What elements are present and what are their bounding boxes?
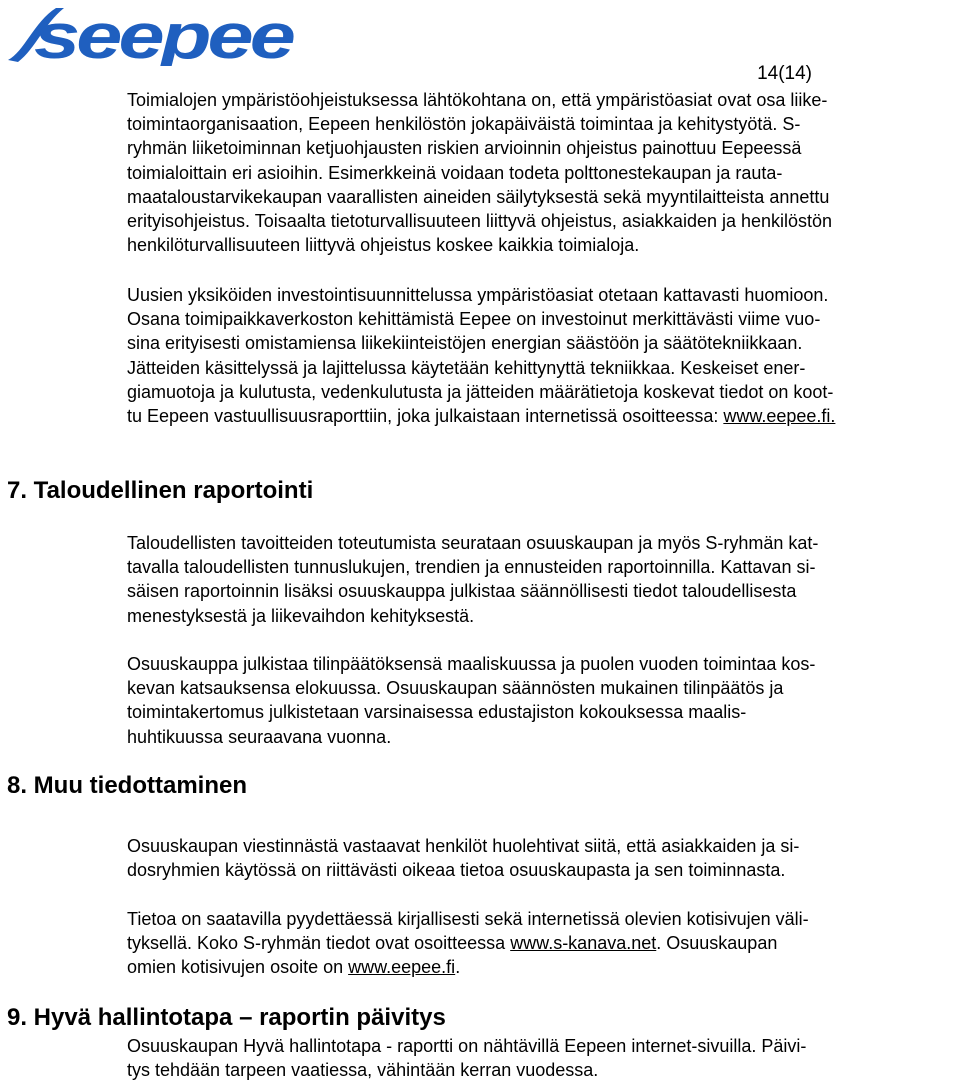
text-line: toimintaorganisaation, Eepeen henkilöstön jokapäiväistä toimintaa ja kehitystyötä. S-: [127, 114, 801, 135]
text-line: kevan katsauksensa elokuussa. Osuuskaupan säännösten mukainen tilinpäätös ja: [127, 678, 784, 699]
heading-other-communication: 8. Muu tiedottaminen: [7, 772, 247, 799]
text-line: Osana toimipaikkaverkoston kehittämistä Eepee on investoinut merkittävästi viime vuo-: [127, 309, 821, 330]
text-line: giamuotoja ja kulutusta, vedenkulutusta ja jätteiden määrätietoja koskevat tiedot on koot-: [127, 381, 834, 402]
paragraph-information-access: [127, 907, 932, 980]
text-line: Osuuskauppa julkistaa tilinpäätöksensä maaliskuussa ja puolen vuoden toimintaa kos-: [127, 654, 816, 674]
text-line: menestyksestä ja liikevaihdon kehityksestä.: [127, 605, 475, 626]
paragraph-governance-report: [127, 1034, 932, 1082]
page-number: 14(14): [757, 63, 812, 84]
text-line: Osuuskaupan Hyvä hallintotapa - raportti on nähtävillä Eepeen internet-sivuilla. Päivi-: [127, 1036, 807, 1056]
text-line: henkilöturvallisuuteen liittyvä ohjeistus koskee kaikkia toimialoja.: [127, 235, 640, 256]
text-line: säisen raportoinnin lisäksi osuuskauppa julkistaa säännöllisesti tiedot taloudellisesta: [127, 581, 797, 602]
paragraph-environment-guidance: [127, 88, 932, 257]
text-line: . Osuuskaupan: [656, 933, 778, 954]
text-line: Osuuskaupan viestinnästä vastaavat henkilöt huolehtivat siitä, että asiakkaiden ja si-: [127, 836, 800, 856]
logo-text: seepee: [34, 2, 294, 66]
text-line: Uusien yksiköiden investointisuunnittelussa ympäristöasiat otetaan kattavasti huomioon.: [127, 285, 829, 305]
text-line: toimialoittain eri asioihin. Esimerkkeinä voidaan todeta polttonestekaupan ja rauta-: [127, 162, 783, 183]
text-line: Toimialojen ympäristöohjeistuksessa lähtökohtana on, että ympäristöasiat ovat osa liike-: [127, 90, 828, 110]
eepee-link[interactable]: www.eepee.fi.: [723, 406, 836, 427]
s-kanava-link[interactable]: www.s-kanava.net: [510, 933, 657, 954]
paragraph-financial-goals: [127, 531, 932, 628]
text-line: toimintakertomus julkistetaan varsinaisessa edustajiston kokouksessa maalis-: [127, 702, 747, 723]
paragraph-communication: [127, 834, 932, 882]
text-line: omien kotisivujen osoite on: [127, 957, 349, 978]
text-line: Jätteiden käsittelyssä ja lajittelussa käytetään kehittynyttä tekniikkaa. Keskeiset ener-: [127, 357, 806, 378]
text-line: dosryhmien käytössä on riittävästi oikeaa tietoa osuuskaupasta ja sen toiminnasta.: [127, 860, 786, 881]
text-line: maataloustarvikekaupan vaarallisten aineiden säilytyksestä sekä myyntilaitteista annettu: [127, 186, 830, 207]
eepee-homepage-link[interactable]: www.eepee.fi: [348, 957, 456, 978]
heading-governance-report-update: 9. Hyvä hallintotapa – raportin päivitys: [7, 1004, 446, 1031]
text-line: sina erityisesti omistamiensa liikekiinteistöjen energian säästöön ja säätötekniikkaan.: [127, 333, 803, 354]
heading-financial-reporting: 7. Taloudellinen raportointi: [7, 477, 314, 504]
text-line: Taloudellisten tavoitteiden toteutumista seurataan osuuskaupan ja myös S-ryhmän kat-: [127, 533, 819, 553]
text-line: .: [455, 957, 461, 978]
text-line: tyksellä. Koko S-ryhmän tiedot ovat osoitteessa: [127, 933, 511, 954]
text-line: Tietoa on saatavilla pyydettäessä kirjallisesti sekä internetissä olevien kotisivujen väli-: [127, 909, 809, 929]
text-line: ryhmän liiketoiminnan ketjuohjausten riskien arvioinnin ohjeistus painottuu Eepeessä: [127, 138, 802, 159]
text-line: tavalla taloudellisten tunnuslukujen, trendien ja ennusteiden raportoinnilla. Kattavan si-: [127, 557, 816, 578]
text-line: tys tehdään tarpeen vaatiessa, vähintään kerran vuodessa.: [127, 1060, 599, 1081]
text-line: tu Eepeen vastuullisuusraporttiin, joka julkaistaan internetissä osoitteessa:: [127, 406, 724, 427]
paragraph-investment: [127, 283, 932, 428]
text-line: erityisohjeistus. Toisaalta tietoturvallisuuteen liittyvä ohjeistus, asiakkaiden ja henkilöstön: [127, 211, 833, 232]
text-line: huhtikuussa seuraavana vuonna.: [127, 726, 392, 747]
paragraph-financial-statements: [127, 652, 932, 749]
seepee-logo: [4, 2, 296, 66]
